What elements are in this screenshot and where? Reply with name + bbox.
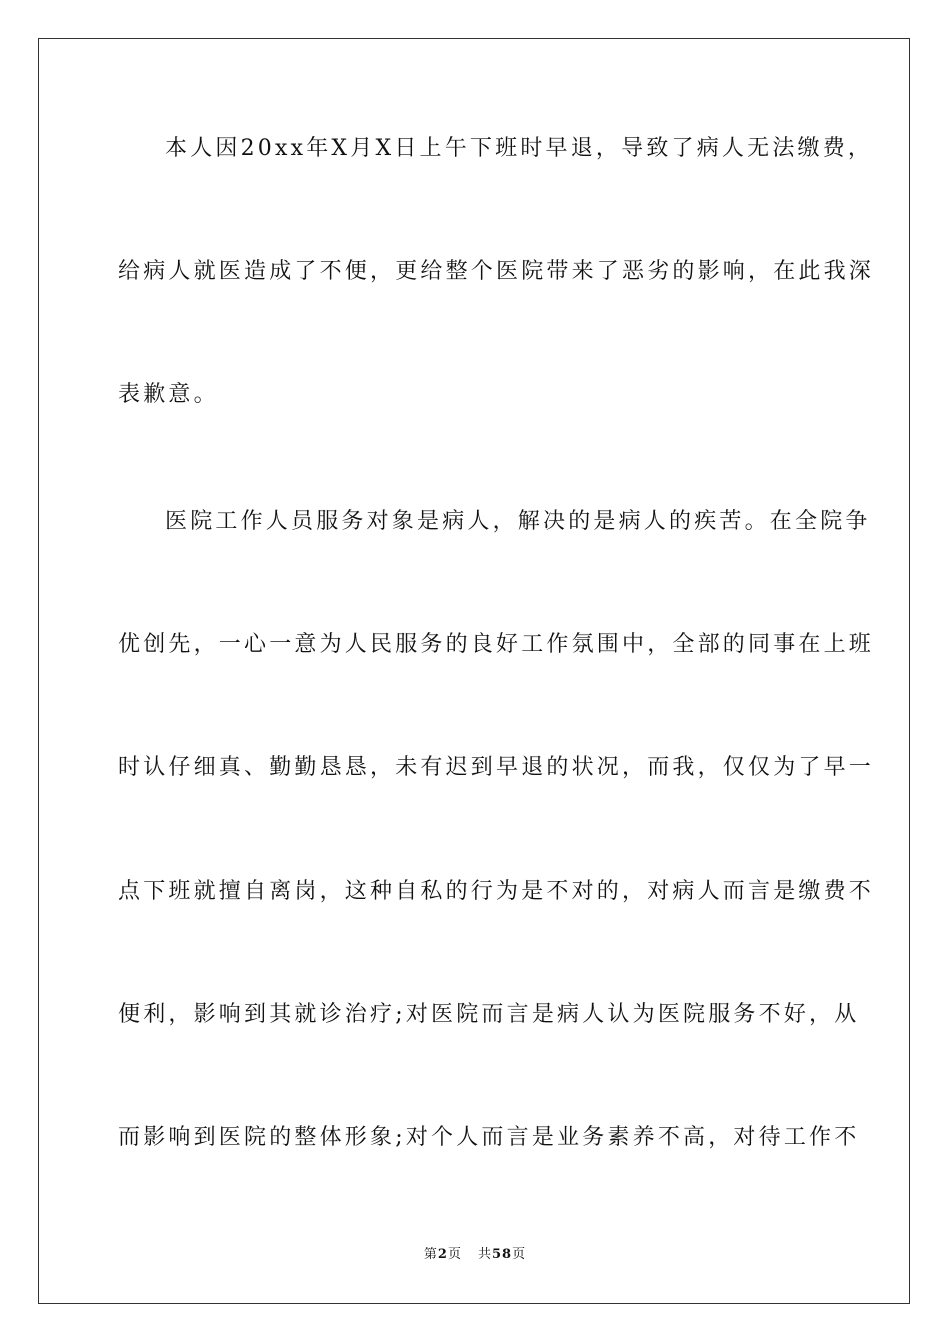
page-footer (0, 1246, 950, 1264)
paragraph-2-line-3: 时认仔细真、勤勤恳恳，未有迟到早退的状况，而我，仅仅为了早一 (118, 755, 875, 780)
total-suffix: 页 (512, 1247, 527, 1262)
paragraph-1-line-1: 本人因20xx年X月X日上午下班时早退，导致了病人无法缴费， (165, 136, 874, 161)
total-pages-number: 58 (491, 1247, 513, 1262)
paragraph-2-line-1: 医院工作人员服务对象是病人，解决的是病人的疾苦。在全院争 (165, 509, 871, 534)
paragraph-2-line-6: 而影响到医院的整体形象;对个人而言是业务素养不高，对待工作不 (118, 1125, 860, 1150)
paragraph-2-line-5: 便利，影响到其就诊治疗;对医院而言是病人认为医院服务不好，从 (118, 1002, 860, 1027)
page-prefix: 第 (423, 1247, 438, 1262)
page-suffix: 页 (447, 1247, 462, 1262)
page-border (38, 38, 910, 1304)
total-prefix: 共 (477, 1247, 492, 1262)
paragraph-2-line-4: 点下班就擅自离岗，这种自私的行为是不对的，对病人而言是缴费不 (118, 879, 875, 904)
paragraph-1-line-3: 表歉意。 (118, 382, 219, 407)
paragraph-2-line-2: 优创先，一心一意为人民服务的良好工作氛围中，全部的同事在上班 (118, 632, 875, 657)
current-page-number: 2 (437, 1247, 448, 1262)
paragraph-1-line-2: 给病人就医造成了不便，更给整个医院带来了恶劣的影响，在此我深 (118, 259, 875, 284)
